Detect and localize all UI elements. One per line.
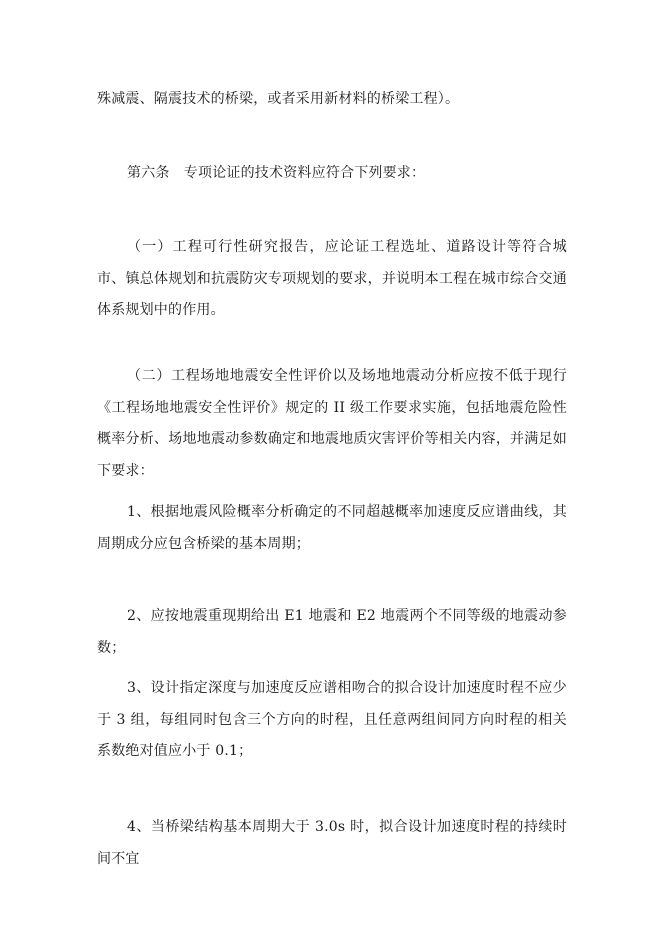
paragraph-continuation: 殊减震、隔震技术的桥梁，或者采用新材料的桥梁工程）。 [97,91,460,107]
requirement-3: 3、设计指定深度与加速度反应谱相吻合的拟合设计加速度时程不应少于 3 组，每组同时包含三个方向的时程，且任意两组间同方向时程的相关系数绝对值应小于 0.1； [97,680,567,759]
requirement-4: 4、当桥梁结构基本周期大于 3.0s 时，拟合设计加速度时程的持续时间不宜 [97,819,567,867]
paragraph-item-2: （二）工程场地地震安全性评价以及场地地震动分析应按不低于现行《工程场地地震安全性评价》规定的 II 级工作要求实施，包括地震危险性概率分析、场地地震动参数确定和地震地质灾害评价等相关内容，并满足如下要求： [97,368,567,479]
requirement-2: 2、应按地震重现期给出 E1 地震和 E2 地震两个不同等级的地震动参数； [97,608,567,656]
article-six-heading: 第六条 专项论证的技术资料应符合下列要求： [127,165,426,181]
requirement-1: 1、根据地震风险概率分析确定的不同超越概率加速度反应谱曲线，其周期成分应包含桥梁的基本周期； [97,504,567,552]
paragraph-item-1: （一）工程可行性研究报告，应论证工程选址、道路设计等符合城市、镇总体规划和抗震防灾专项规划的要求，并说明本工程在城市综合交通体系规划中的作用。 [97,239,567,318]
